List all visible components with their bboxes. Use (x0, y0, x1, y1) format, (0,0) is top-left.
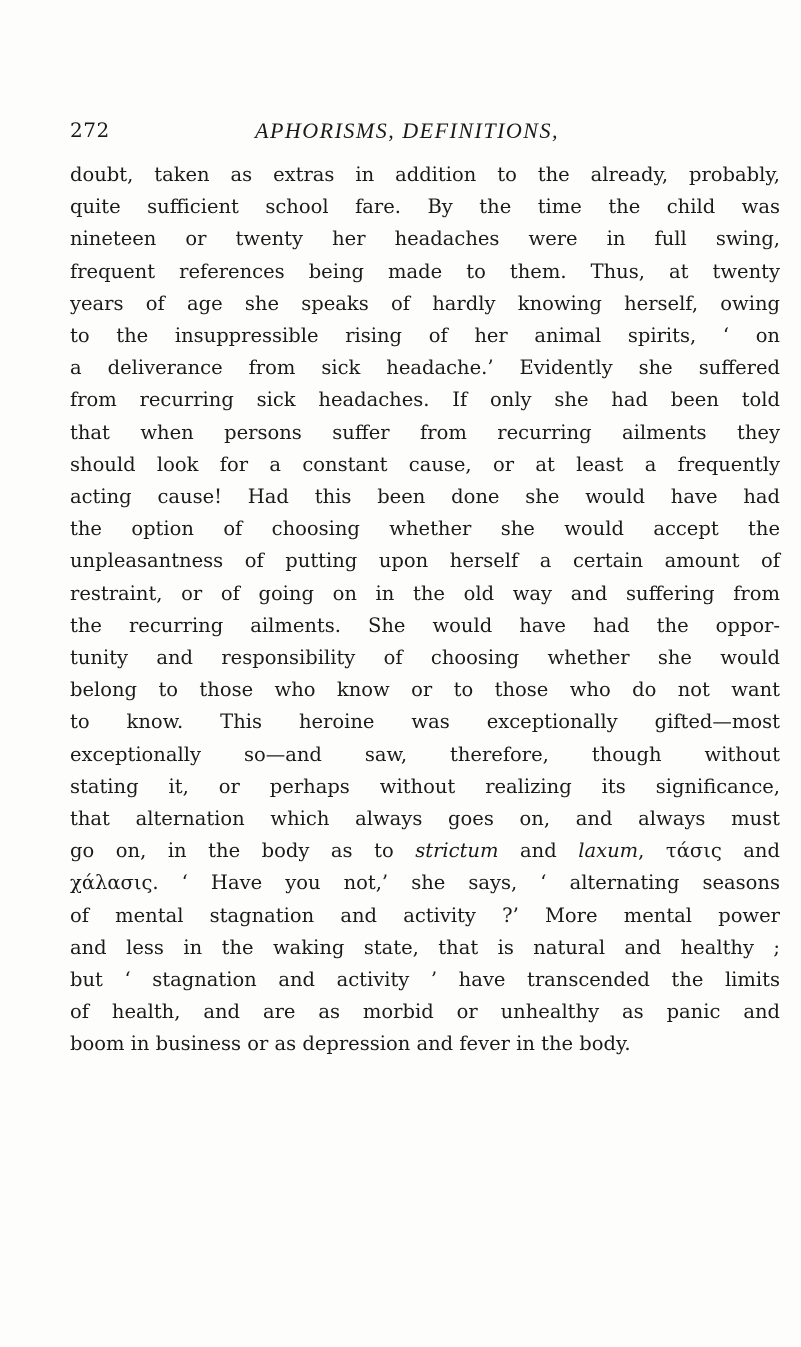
page-number: 272 (70, 118, 110, 142)
latin-term: laxum (578, 839, 639, 863)
text-line-latin-greek: go on, in the body as to strictum and laxum, τάσις and (70, 839, 780, 863)
text-line: but ‘ stagnation and activity ’ have transcended the limits (70, 968, 780, 992)
text-line: unpleasantness of putting upon herself a certain amount of (70, 549, 780, 573)
text-line: χάλασις. ‘ Have you not,’ she says, ‘ alternating seasons (70, 871, 780, 895)
text-line: and less in the waking state, that is natural and healthy ; (70, 935, 780, 959)
text-line: years of age she speaks of hardly knowing herself, owing (70, 291, 780, 315)
text-line: frequent references being made to them. Thus, at twenty (70, 259, 780, 283)
body-text (70, 159, 780, 1061)
text-line: from recurring sick headaches. If only she had been told (70, 388, 780, 412)
text-line: that when persons suffer from recurring ailments they (70, 420, 780, 444)
text-line: quite sufficient school fare. By the time the child was (70, 195, 780, 219)
text-line: doubt, taken as extras in addition to the already, probably, (70, 163, 780, 186)
text-line: nineteen or twenty her headaches were in full swing, (70, 227, 780, 251)
text-line: a deliverance from sick headache.’ Evidently she suffered (70, 356, 780, 380)
page-header (70, 118, 790, 150)
text-line: restraint, or of going on in the old way and suffering from (70, 581, 780, 605)
text-line: the option of choosing whether she would accept the (70, 517, 780, 541)
text-line: boom in business or as depression and fever in the body. (70, 1032, 631, 1056)
text-line: stating it, or perhaps without realizing its significance, (70, 774, 780, 798)
text-line: acting cause! Had this been done she would have had (70, 485, 780, 509)
text-line: the recurring ailments. She would have had the oppor- (70, 613, 780, 637)
text-line: that alternation which always goes on, and always must (70, 807, 780, 831)
text-line: of health, and are as morbid or unhealthy as panic and (70, 1000, 780, 1024)
text-line: belong to those who know or to those who do not want (70, 678, 780, 702)
text-line: tunity and responsibility of choosing whether she would (70, 646, 780, 670)
text-line: should look for a constant cause, or at least a frequently (70, 452, 780, 476)
latin-term: strictum (415, 839, 499, 863)
running-head: APHORISMS, DEFINITIONS, (255, 118, 559, 143)
text-line: to the insuppressible rising of her animal spirits, ‘ on (70, 324, 780, 348)
text-line: of mental stagnation and activity ?’ More mental power (70, 903, 780, 927)
text-line: exceptionally so—and saw, therefore, though without (70, 742, 780, 766)
text-line: to know. This heroine was exceptionally gifted—most (70, 710, 780, 734)
